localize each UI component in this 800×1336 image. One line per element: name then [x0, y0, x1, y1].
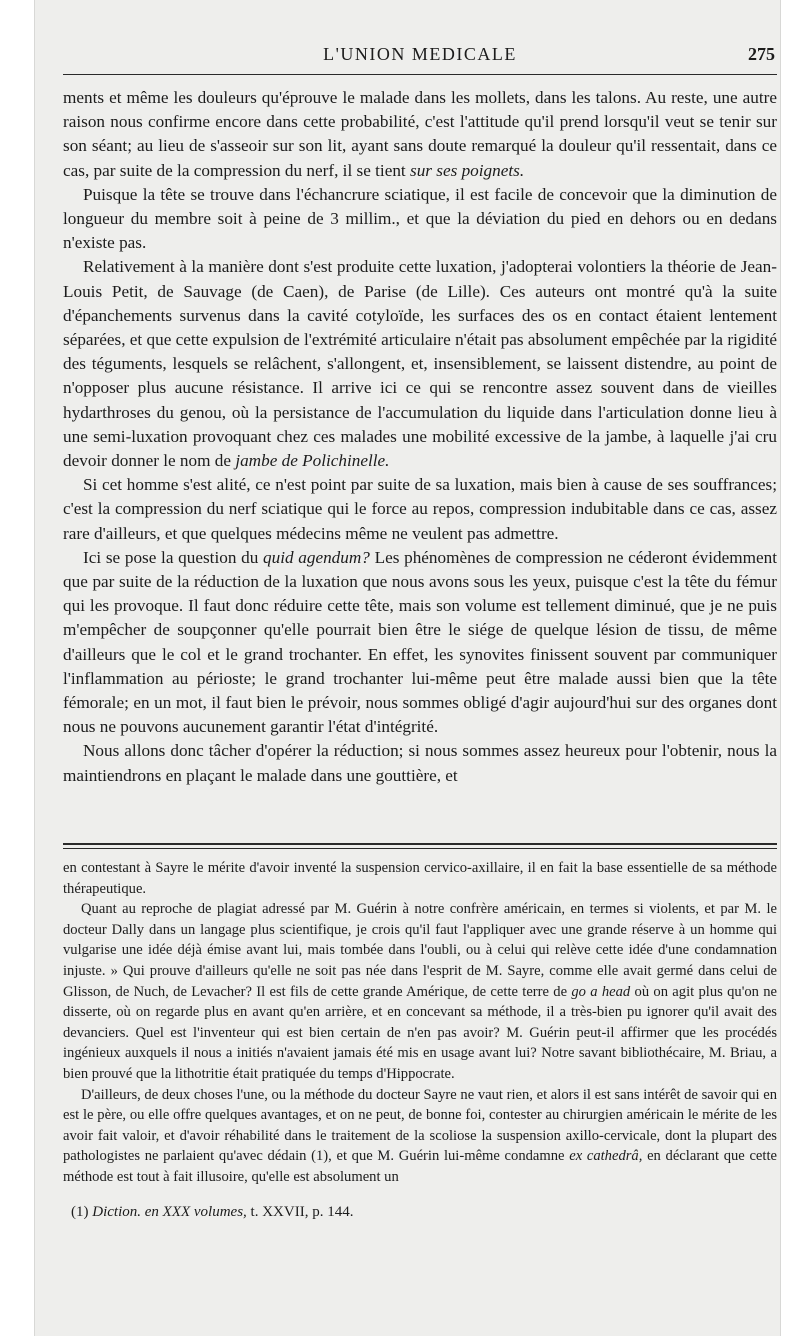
paragraph-text: Ici se pose la question du	[83, 547, 264, 567]
paragraph	[63, 546, 777, 740]
journal-title: L'UNION MEDICALE	[323, 44, 517, 64]
paragraph	[63, 86, 777, 183]
note-text: t. XXVII, p. 144.	[246, 1203, 354, 1220]
paragraph: Si cet homme s'est alité, ce n'est point par suite de sa luxation, mais bien à cause de ses souffrances; c'est la compression du nerf sciatique qui le force au repos, compression indubitable dans ce cas, assez rare d'ailleurs, et que quelques médecins même ne veulent pas admettre.	[63, 475, 777, 543]
header-rule	[63, 74, 777, 75]
italic-phrase: Diction. en XXX volumes,	[92, 1203, 247, 1220]
footnote-text: D'ailleurs, de deux choses l'une, ou la méthode du docteur Sayre ne vaut rien, et alors il est sans intérêt de savoir qui en est le père, ou elle offre quelques avantages, et on ne peut, de bonne foi, contester au chirurgien américain le mérite de les avoir fait valoir, et d'avoir réhabilité dans le traitement de la scoliose la suspension axillo-cervicale, dont la plupart des pathologistes ne parlaient qu'avec dédain (1), et que M. Guérin lui-même condamne	[63, 1086, 777, 1165]
footnote-separator	[63, 843, 777, 849]
footnote-text: en déclarant que cette méthode est tout à fait illusoire, qu'elle est absolument un	[63, 1148, 777, 1185]
footnote-text: où on agit plus qu'on ne disserte, où on regarde plus en avant qu'en arrière, et en concevant sa méthode, il a très-bien pu ignorer qu'il avait des devanciers. Quel est l'inventeur qui est bien certain de n'en pas avoir? M. Guérin peut-il affirmer que les procédés ingénieux auxquels il nous a initiés n'avaient jamais été mis en usage avant lui? Notre savant bibliothécaire, M. Briau, a bien prouvé que la lithotritie était pratiquée du temps d'Hippocrate.	[63, 983, 778, 1082]
italic-phrase: sur ses poignets.	[410, 160, 525, 180]
paragraph-text: ments et même les douleurs qu'éprouve le malade dans les mollets, dans les talons. Au reste, une autre raison nous confirme encore dans cette probabilité, c'est l'attitude qu'il prend lorsqu'il veut se tenir sur son séant; au lieu de s'asseoir sur son lit, ayant sans doute remarqué la douleur qu'il ressentait, dans ce cas, par suite de la compression du nerf, il se tient	[63, 88, 777, 180]
footnotes	[63, 858, 777, 1222]
document-page	[35, 0, 780, 1336]
italic-phrase: go a head	[571, 983, 631, 1000]
paragraph: Nous allons donc tâcher d'opérer la réduction; si nous sommes assez heureux pour l'obtenir, nous la maintiendrons en plaçant le malade dans une gouttière, et	[63, 741, 777, 785]
paragraph-text: Les phénomènes de compression ne céderont évidemment que par suite de la réduction de la luxation que nous avons sous les yeux, puisque c'est la tête du fémur qui les provoque. Il faut donc réduire cette tête, mais son volume est tellement diminué, que je ne puis m'empêcher de soupçonner qu'elle pourrait bien être le siége de quelque lésion de tissu, de même d'ailleurs que le col et le grand trochanter. En effet, les synovites finissent souvent par communiquer l'inflammation au périoste; le grand trochanter lui-même peut être malade aussi bien que la tête fémorale; en un mot, il faut bien le prévoir, nous sommes obligé d'agir aujourd'hui sur des organes dont nous ne pouvons aucunement garantir l'état d'intégrité.	[63, 547, 777, 737]
footnote-paragraph: en contestant à Sayre le mérite d'avoir inventé la suspension cervico-axillaire, il en fait la base essentielle de sa méthode thérapeutique.	[63, 860, 777, 897]
paragraph-text: Relativement à la manière dont s'est produite cette luxation, j'adopterai volontiers la théorie de Jean-Louis Petit, de Sauvage (de Caen), de Parise (de Lille). Ces auteurs ont montré qu'à la suite d'épanchements survenus dans la cavité cotyloïde, les surfaces des os en contact étaient lentement séparées, et que cette expulsion de l'extrémité articulaire n'était pas absolument empêchée par la rigidité des téguments, lesquels se relâchent, s'allongent, et, insensiblement, se laissent distendre, au point de n'opposer plus aucune résistance. Il arrive ici ce qui se rencontre assez souvent dans de vieilles hydarthroses du genou, où la persistance de l'accumulation du liquide dans l'articulation donne lieu à une semi-luxation provoquant chez ces malades une mobilité excessive de la jambe, à laquelle j'ai cru devoir donner le nom de	[63, 257, 777, 471]
italic-phrase: quid agendum?	[263, 547, 370, 567]
footnote-text: Quant au reproche de plagiat adressé par M. Guérin à notre confrère américain, en termes si violents, et par M. le docteur Dally dans un langage plus scientifique, je crois qu'il faut l'appliquer avec une grande réserve à un homme qui vulgarise une idée déjà émise avant lui, mais tombée dans l'oubli, ou à celui qui relève cette idée d'une condamnation injuste. » Qui prouve d'ailleurs qu'elle ne soit pas née dans l'esprit de M. Sayre, comme elle avait germé dans celui de Glisson, de Nuch, de Levacher? Il est fils de cette grande Amérique, de cette terre de	[63, 901, 777, 1000]
reference-note	[63, 1202, 777, 1223]
running-header	[65, 44, 775, 70]
main-text	[63, 86, 777, 788]
page-number: 275	[748, 44, 775, 64]
note-marker: (1)	[71, 1203, 93, 1220]
paragraph: Puisque la tête se trouve dans l'échancrure sciatique, il est facile de concevoir que la diminution de longueur du membre soit à peine de 3 millim., et que la déviation du pied en dehors ou en dedans n'existe pas.	[63, 184, 777, 253]
paragraph	[63, 255, 777, 473]
footnote-paragraph	[63, 1085, 777, 1188]
italic-phrase: ex cathedrâ,	[569, 1148, 643, 1165]
italic-phrase: jambe de Polichinelle.	[235, 451, 390, 471]
footnote-paragraph	[63, 899, 777, 1084]
